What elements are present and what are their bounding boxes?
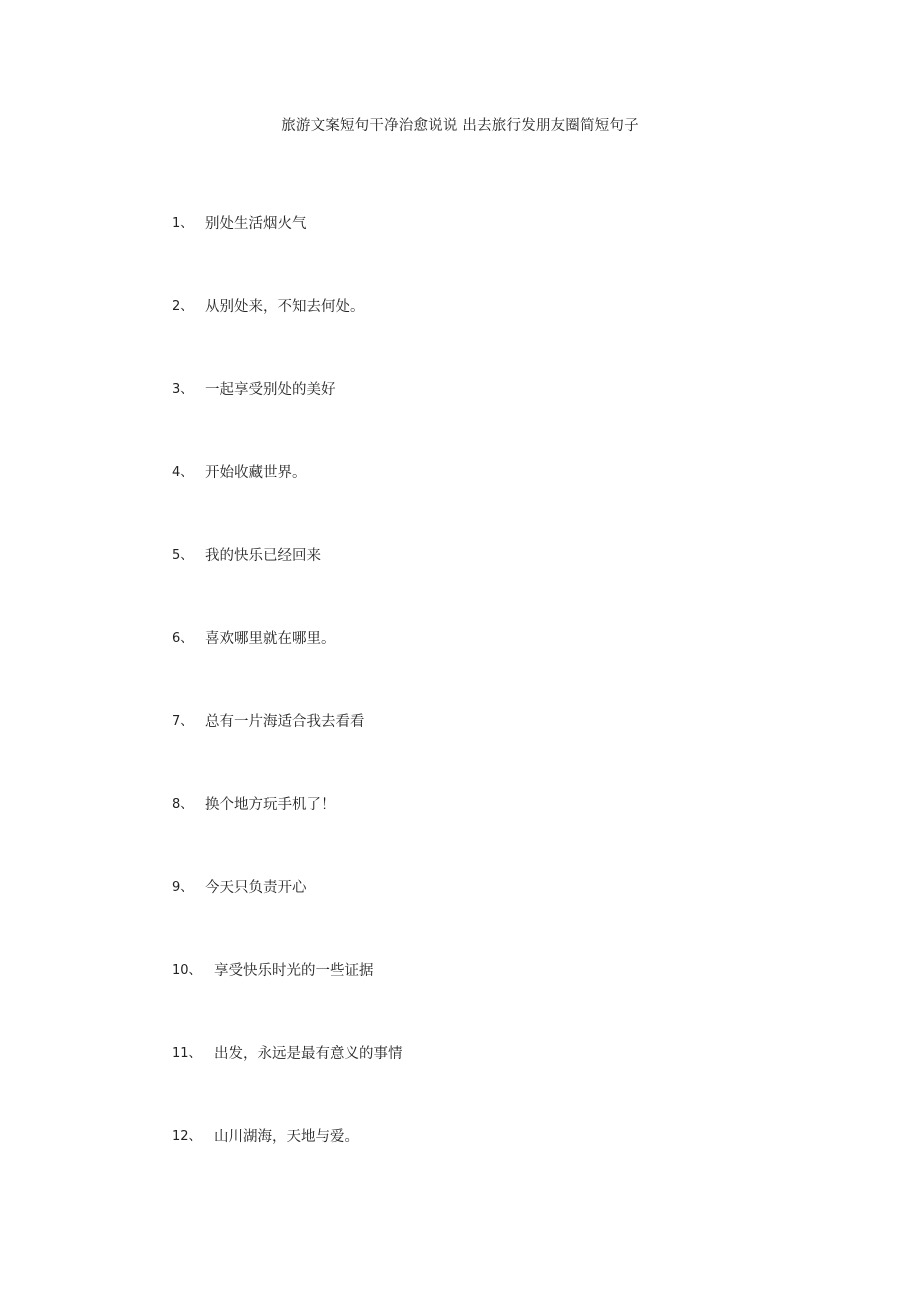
item-text: 山川湖海，天地与爱。	[214, 1129, 359, 1145]
item-number: 4、	[172, 465, 194, 480]
item-text: 开始收藏世界。	[205, 465, 307, 481]
item-text: 喜欢哪里就在哪里。	[205, 631, 336, 647]
item-number: 11、	[172, 1046, 202, 1061]
list-item	[172, 380, 403, 463]
list-item	[172, 961, 403, 1044]
item-text: 从别处来，不知去何处。	[205, 299, 365, 315]
list-item	[172, 214, 403, 297]
list-item	[172, 629, 403, 712]
item-text: 出发，永远是最有意义的事情	[214, 1046, 403, 1062]
item-number: 10、	[172, 963, 202, 978]
item-number: 1、	[172, 216, 194, 231]
list-item	[172, 546, 403, 629]
item-number: 7、	[172, 714, 194, 729]
item-number: 5、	[172, 548, 194, 563]
list-item	[172, 795, 403, 878]
item-number: 8、	[172, 797, 194, 812]
item-text: 别处生活烟火气	[205, 216, 307, 232]
item-text: 换个地方玩手机了！	[205, 797, 336, 813]
sentence-list	[172, 214, 403, 1210]
list-item	[172, 463, 403, 546]
item-text: 今天只负责开心	[205, 880, 307, 896]
item-number: 9、	[172, 880, 194, 895]
item-text: 享受快乐时光的一些证据	[214, 963, 374, 979]
item-text: 我的快乐已经回来	[205, 548, 321, 564]
item-text: 总有一片海适合我去看看	[205, 714, 365, 730]
item-number: 3、	[172, 382, 194, 397]
item-number: 2、	[172, 299, 194, 314]
page-title: 旅游文案短句干净治愈说说 出去旅行发朋友圈简短句子	[281, 118, 639, 134]
list-item	[172, 1044, 403, 1127]
list-item	[172, 878, 403, 961]
item-text: 一起享受别处的美好	[205, 382, 336, 398]
list-item	[172, 712, 403, 795]
item-number: 12、	[172, 1129, 202, 1144]
item-number: 6、	[172, 631, 194, 646]
list-item	[172, 1127, 403, 1210]
list-item	[172, 297, 403, 380]
